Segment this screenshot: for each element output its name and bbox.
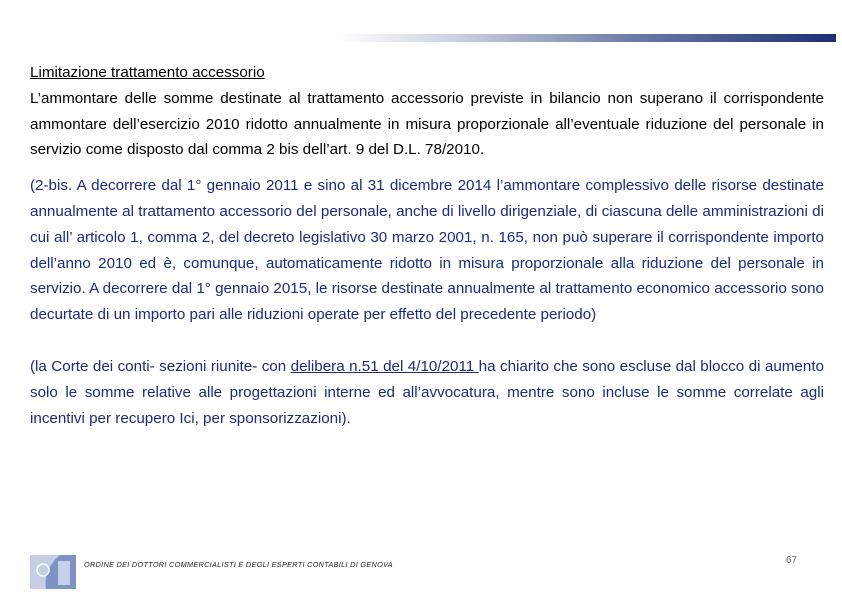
slide-content: [30, 60, 824, 431]
header-gradient-bar: [336, 34, 836, 42]
delibera-link[interactable]: delibera n.51 del 4/10/2011: [290, 357, 479, 375]
paragraph-law-quote: (2-bis. A decorrere dal 1° gennaio 2011 e sino al 31 dicembre 2014 l’ammontare complessivo delle risorse destinate annualmente al trattamento accessorio del personale, anche di livello dirigenziale, di ciascuna delle amministrazioni di cui all’ articolo 1, comma 2, del decreto legislativo 30 marzo 2001, n. 165, non può superare il corrispondente importo dell’anno 2010 ed è, comunque, automaticamente ridotto in misura proporzionale alla riduzione del personale in servizio. A decorrere dal 1° gennaio 2015, le risorse destinate annualmente al trattamento economico accessorio sono decurtate di un importo pari alle riduzioni operate per effetto del precedente periodo): [30, 177, 824, 324]
section-heading: [30, 60, 824, 86]
heading-text: Limitazione trattamento accessorio: [30, 64, 265, 81]
ruling-text-before: (la Corte dei conti- sezioni riunite- con: [30, 357, 291, 375]
paragraph-budget-limit: L’ammontare delle somme destinate al trattamento accessorio previste in bilancio non superano il corrispondente ammontare dell’esercizio 2010 ridotto annualmente in misura proporzionale all’eventuale riduzione del personale in servizio come disposto dal comma 2 bis dell’art. 9 del D.L. 78/2010.: [30, 89, 824, 159]
organization-logo: [30, 555, 76, 589]
paragraph-court-ruling: [30, 354, 824, 431]
footer-organization: ORDINE DEI DOTTORI COMMERCIALISTI E DEGLI ESPERTI CONTABILI DI GENOVA: [84, 560, 393, 569]
ruling-text-after: ha chiarito che sono escluse dal blocco di aumento solo le somme relative alle progettazioni interne ed all’avvocatura, mentre sono incluse le somme correlate agli incentivi per recupero Ici, per sponsorizzazioni).: [30, 357, 824, 427]
page-number: 67: [786, 555, 798, 566]
